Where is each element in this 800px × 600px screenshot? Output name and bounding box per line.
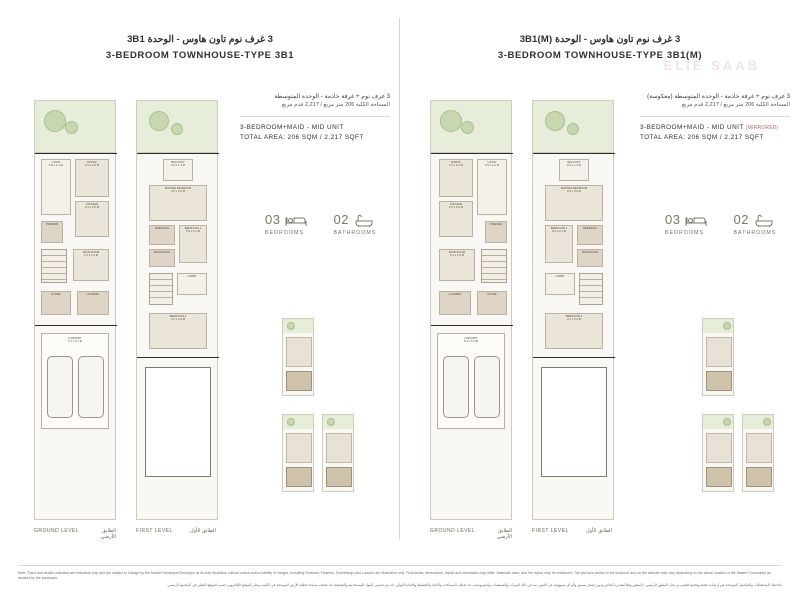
room-balcony: BALCONY 2.9 x 1.4 M	[559, 159, 589, 181]
footer-disclaimer-arabic: ملاحظة: المخططات والتفاصيل الموضحة هي إرشادية فقط وتخضع للتغيير من قبل المطور الرئيسي / المطور وفقاً لتقديره الخاص ودون إشعار مسبق و/أو أي مسؤولية عن الصور، بما في ذلك الميزات والتشطيبات والمفروشات. قد تختلف المساحات والأبعاد والتخطيط والاتجاه النهائي. قد يتم تحسين المواد المستخدمة والتخطيط. قد تختلف مساحة قطعة الأرض الموضحة في الكتيب وعلى الموقع الإلكتروني حسب الموقع الفعلي في المجتمع الرئيسي.	[166, 583, 782, 588]
tree-icon	[567, 123, 579, 135]
room-lobby: LOBBY	[545, 273, 575, 295]
unit-specs	[265, 212, 376, 236]
room-bathroom: BATHROOM	[149, 249, 175, 267]
bath-icon	[354, 214, 374, 227]
spec-bathrooms-count: 02	[733, 212, 749, 227]
bed-icon	[285, 214, 307, 227]
garden-area	[35, 101, 115, 153]
tree-icon	[461, 121, 474, 134]
info-english-description	[640, 123, 790, 133]
car-icon	[474, 356, 500, 418]
garden-area	[431, 101, 511, 153]
footer-disclaimer-english: Note: Plans and details indicated are indicative only and are subject to change by the Master Developer/Developer at its sole discretion without notice and/or liability of images, including Features, Finishes, Furnishings and Louvres are illustrative only. Final areas, dimensions, layout and orientation may differ. Materials used, and the layout may be enhanced. The plot size shown in the brochure and on the website may vary depending on the actual location in the Master Community as decided by the purchaser.	[18, 571, 771, 581]
tree-icon	[287, 418, 295, 426]
ground-level-label-ar: الطابق الأرضي	[100, 528, 116, 540]
info-arabic-description: 3 غرف نوم + غرفة خادمة - الوحدة المتوسطة	[274, 93, 390, 100]
brand-watermark: ELIE SAAB	[663, 58, 760, 73]
unit-title-block	[0, 34, 400, 61]
info-arabic-area: المساحة الكلية 206 متر مربع / 2,217 قدم مربع	[282, 102, 390, 109]
unit-title-arabic: 3 غرف نوم تاون هاوس - الوحدة 3B1(M)	[519, 34, 681, 45]
tree-icon	[149, 111, 169, 131]
staircase	[41, 249, 67, 283]
room-store: STORE	[477, 291, 507, 315]
first-level-label-en: FIRST LEVEL	[136, 528, 173, 534]
room-powder: POWDER	[41, 221, 63, 243]
bath-icon	[754, 214, 774, 227]
info-english-mirrored-note: (MIRRORED)	[745, 124, 779, 131]
terrace-area	[541, 367, 607, 477]
first-level-plan	[136, 100, 218, 534]
key-plan-1	[702, 318, 734, 396]
tree-icon	[763, 418, 771, 426]
unit-title-arabic: 3 غرف نوم تاون هاوس - الوحدة 3B1	[127, 34, 273, 45]
room-dining: DINING 3.4 x 2.9 M	[439, 159, 473, 197]
spec-bathrooms-label: BATHROOMS	[733, 230, 777, 236]
tree-icon	[545, 111, 565, 131]
room-bedroom-1: BEDROOM 1 3.9 x 3.1 M	[179, 225, 207, 263]
spec-bedrooms-label: BEDROOMS	[265, 230, 305, 236]
room-kitchen: KITCHEN 3.3 x 2.6 M	[439, 201, 473, 237]
tree-icon	[65, 121, 78, 134]
room-laundry: LAUNDRY	[77, 291, 109, 315]
info-english-area: TOTAL AREA: 206 SQM / 2,217 SQFT	[640, 133, 764, 141]
spec-bedrooms-label: BEDROOMS	[665, 230, 705, 236]
key-plan-2	[702, 414, 734, 492]
spec-bathrooms	[333, 212, 376, 236]
unit-specs	[665, 212, 776, 236]
room-store: STORE	[41, 291, 71, 315]
key-plan-thumbnails	[282, 318, 382, 508]
info-arabic-area: المساحة الكلية 206 متر مربع / 2,217 قدم مربع	[682, 102, 790, 109]
tree-icon	[723, 418, 731, 426]
spec-bedrooms	[665, 212, 707, 236]
spec-bathrooms-label: BATHROOMS	[333, 230, 377, 236]
unit-info-block	[240, 92, 390, 143]
room-bathroom: BATHROOM	[577, 249, 603, 267]
spec-bedrooms-count: 03	[265, 212, 281, 227]
spec-bathrooms	[733, 212, 776, 236]
footer-disclaimer	[18, 565, 782, 588]
key-plan-3	[742, 414, 774, 492]
room-carport: CARPORT 5.4 x 5.4 M	[437, 333, 505, 429]
ground-level-plan	[430, 100, 512, 540]
room-bedroom-1: BEDROOM 1 3.9 x 3.1 M	[545, 225, 573, 263]
room-bedroom-2: BEDROOM 2 3.2 x 3.0 M	[545, 313, 603, 349]
first-level-label-ar: الطابق الأول	[190, 528, 216, 534]
room-laundry: LAUNDRY	[439, 291, 471, 315]
first-level-plan	[532, 100, 614, 534]
unit-title-block	[400, 34, 800, 61]
info-english-description-text: 3-BEDROOM+MAID - MID UNIT	[640, 123, 744, 131]
footer-divider	[18, 565, 782, 566]
spec-bedrooms	[265, 212, 307, 236]
bed-icon	[685, 214, 707, 227]
room-maid: MAID ROOM 2.1 x 1.9 M	[73, 249, 109, 281]
room-living: LIVING 5.9 x 4.1 M	[41, 159, 71, 215]
key-plan-2	[282, 414, 314, 492]
room-powder: POWDER	[485, 221, 507, 243]
key-plan-thumbnails	[682, 318, 782, 508]
ground-level-label-en: GROUND LEVEL	[34, 528, 80, 534]
staircase	[579, 273, 603, 305]
garden-area	[137, 101, 217, 153]
tree-icon	[327, 418, 335, 426]
car-icon	[443, 356, 469, 418]
ground-level-plan	[34, 100, 116, 540]
room-living: LIVING 5.9 x 4.1 M	[477, 159, 507, 215]
room-bedroom-2: BEDROOM 2 3.2 x 3.0 M	[149, 313, 207, 349]
ground-level-label-ar: الطابق الأرضي	[496, 528, 512, 540]
spec-bedrooms-count: 03	[665, 212, 681, 227]
car-icon	[47, 356, 73, 418]
first-level-label-en: FIRST LEVEL	[532, 528, 569, 534]
tree-icon	[171, 123, 183, 135]
first-level-label-ar: الطابق الأول	[586, 528, 612, 534]
unit-title-english: 3-BEDROOM TOWNHOUSE-TYPE 3B1	[105, 50, 295, 62]
unit-panel-3b1m	[400, 0, 800, 600]
key-plan-1	[282, 318, 314, 396]
room-lobby: LOBBY	[177, 273, 207, 295]
car-icon	[78, 356, 104, 418]
room-carport: CARPORT 5.4 x 5.4 M	[41, 333, 109, 429]
room-dressing: DRESSING	[577, 225, 603, 245]
info-english-area: TOTAL AREA: 206 SQM / 2,217 SQFT	[240, 133, 364, 141]
room-kitchen: KITCHEN 3.3 x 2.6 M	[75, 201, 109, 237]
room-dressing: DRESSING	[149, 225, 175, 245]
staircase	[149, 273, 173, 305]
tree-icon	[44, 110, 66, 132]
tree-icon	[723, 322, 731, 330]
unit-title-english: 3-BEDROOM TOWNHOUSE-TYPE 3B1(M)	[497, 50, 703, 62]
spec-bathrooms-count: 02	[333, 212, 349, 227]
room-master-bedroom: MASTER BEDROOM 4.0 x 3.6 M	[545, 185, 603, 221]
ground-level-label-en: GROUND LEVEL	[430, 528, 476, 534]
unit-info-block	[640, 92, 790, 143]
room-dining: DINING 3.4 x 2.9 M	[75, 159, 109, 197]
info-english-description: 3-BEDROOM+MAID - MID UNIT	[240, 123, 344, 131]
tree-icon	[287, 322, 295, 330]
room-master-bedroom: MASTER BEDROOM 4.0 x 3.6 M	[149, 185, 207, 221]
tree-icon	[440, 110, 462, 132]
key-plan-3	[322, 414, 354, 492]
info-arabic-description: 3 غرف نوم + غرفة خادمة - الوحدة المتوسطة (معكوسة)	[647, 93, 790, 100]
terrace-area	[145, 367, 211, 477]
garden-area	[533, 101, 613, 153]
room-maid: MAID ROOM 2.1 x 1.9 M	[439, 249, 475, 281]
room-balcony: BALCONY 2.9 x 1.4 M	[163, 159, 193, 181]
staircase	[481, 249, 507, 283]
